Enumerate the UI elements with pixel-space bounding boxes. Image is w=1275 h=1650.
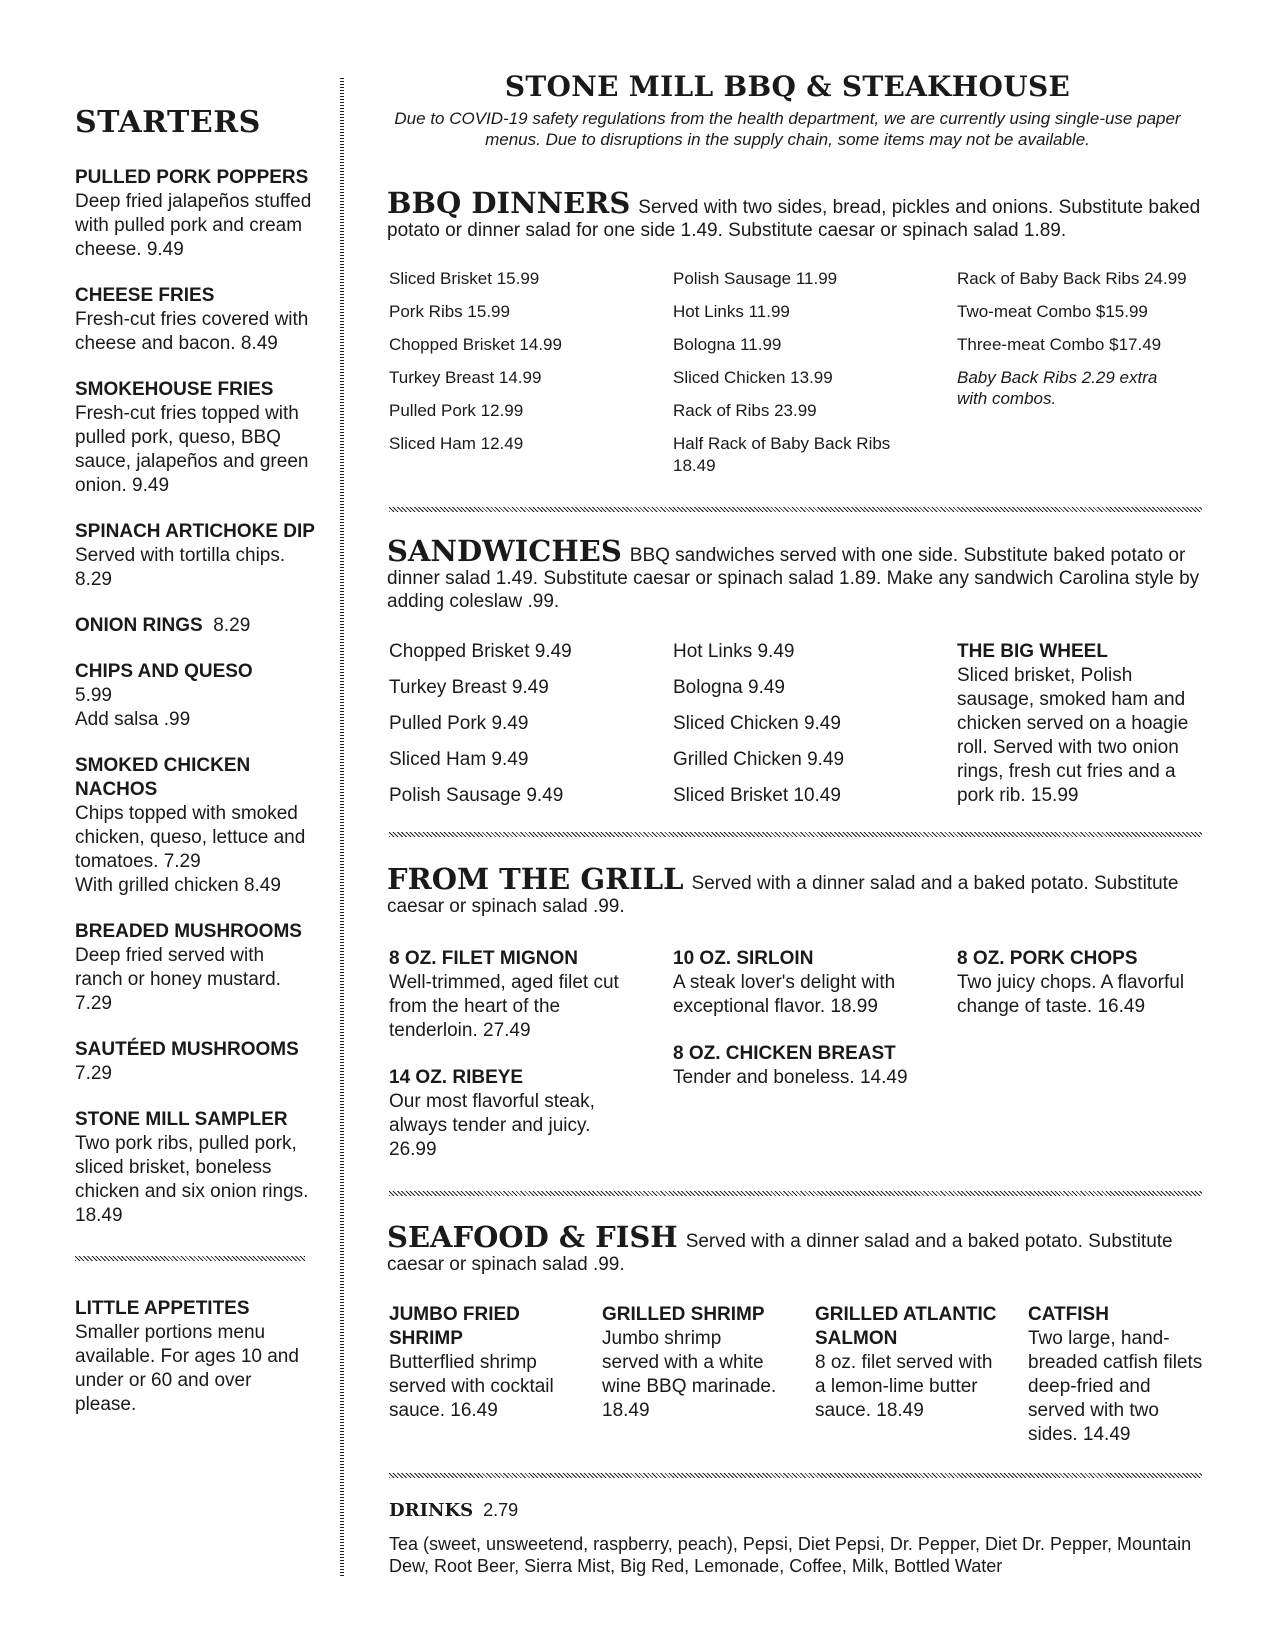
starter-item [75,284,315,356]
menu-item: Sliced Chicken 13.99 [673,368,833,387]
grill-item-name: 10 OZ. SIRLOIN [673,948,814,969]
little-appetites-name: LITTLE APPETITES [75,1298,250,1319]
bbq-dinners-heading: BBQ DINNERS [387,186,631,220]
seafood-item [602,1303,782,1423]
sandwiches-heading: SANDWICHES [387,534,622,568]
starter-item [75,378,315,498]
little-appetites-desc: Smaller portions menu available. For ages 10 and under or 60 and over please. [75,1322,299,1415]
starter-price: 7.29 [75,1063,112,1084]
grill-item [389,947,634,1043]
starter-item [75,754,315,898]
section-divider [389,1191,1202,1196]
starter-name: BREADED MUSHROOMS [75,921,302,942]
menu-item: Polish Sausage 9.49 [389,785,564,806]
menu-item: Grilled Chicken 9.49 [673,749,845,770]
menu-item: Turkey Breast 14.99 [389,368,542,387]
big-wheel-name: THE BIG WHEEL [957,641,1108,662]
menu-item: Sliced Brisket 10.49 [673,785,841,806]
starter-desc: 5.99 [75,685,112,706]
starter-name: ONION RINGS [75,615,203,636]
menu-item: Rack of Baby Back Ribs 24.99 [957,269,1187,288]
starter-desc: Fresh-cut fries covered with cheese and bacon. 8.49 [75,309,309,354]
starter-name: CHEESE FRIES [75,285,215,306]
little-appetites [75,1297,315,1417]
menu-item: Pulled Pork 12.99 [389,401,524,420]
starter-desc: Deep fried served with ranch or honey mustard. 7.29 [75,945,281,1014]
menu-item: Bologna 11.99 [673,335,782,354]
seafood-item-desc: Two large, hand-breaded catfish filets deep-fried and served with two sides. 14.49 [1028,1328,1203,1445]
seafood-item-name: GRILLED ATLANTIC SALMON [815,1304,997,1349]
starter-item [75,1108,315,1228]
starter-desc: Deep fried jalapeños stuffed with pulled pork and cream cheese. 9.49 [75,191,312,260]
seafood-item-desc: Jumbo shrimp served with a white wine BBQ marinade. 18.49 [602,1328,777,1421]
starter-name: STONE MILL SAMPLER [75,1109,288,1130]
starters-divider [75,1256,305,1261]
menu-item: Sliced Brisket 15.99 [389,269,540,288]
menu-item: Bologna 9.49 [673,677,785,698]
grill-header [387,862,1202,918]
grill-item-desc: Well-trimmed, aged filet cut from the heart of the tenderloin. 27.49 [389,972,619,1041]
menu-item: Chopped Brisket 14.99 [389,335,562,354]
starters-heading: STARTERS [75,105,261,140]
starter-desc: Fresh-cut fries topped with pulled pork, queso, BBQ sauce, jalapeños and green onion. 9.49 [75,403,309,496]
seafood-item-name: CATFISH [1028,1304,1109,1325]
menu-item: Pork Ribs 15.99 [389,302,510,321]
starter-item [75,1038,315,1086]
section-divider [389,832,1202,837]
bbq-dinners-header [387,186,1202,242]
sandwiches-note: BBQ sandwiches served with one side. Substitute baked potato or dinner salad 1.49. Substitute caesar or spinach salad 1.89. Make any sandwich Carolina style by adding coleslaw .99. [387,545,1200,612]
starter-desc: Chips topped with smoked chicken, queso, lettuce and tomatoes. 7.29 [75,803,306,872]
grill-item-name: 8 OZ. FILET MIGNON [389,948,578,969]
sandwiches-header [387,534,1202,613]
grill-item-desc: Our most flavorful steak, always tender and juicy. 26.99 [389,1091,595,1160]
starter-desc-extra: With grilled chicken 8.49 [75,875,281,896]
starter-item [75,166,315,262]
starter-item [75,660,315,732]
starter-desc: Two pork ribs, pulled pork, sliced brisket, boneless chicken and six onion rings. 18.49 [75,1133,309,1226]
menu-item: Sliced Chicken 9.49 [673,713,841,734]
drinks-list: Tea (sweet, unsweetend, raspberry, peach), Pepsi, Diet Pepsi, Dr. Pepper, Diet Dr. Pepper, Mountain Dew, Root Beer, Sierra Mist, Big Red, Lemonade, Coffee, Milk, Bottled Water [389,1534,1192,1576]
menu-item: Sliced Ham 9.49 [389,749,529,770]
seafood-item [1028,1303,1203,1447]
starter-item [75,614,315,638]
drinks-label: DRINKS [389,1500,474,1521]
starter-desc-extra: Add salsa .99 [75,709,191,730]
section-divider [389,507,1202,512]
combo-note: Baby Back Ribs 2.29 extra with combos. [957,368,1158,408]
menu-item: Three-meat Combo $17.49 [957,335,1162,354]
bbq-dinners-col1 [389,268,649,466]
seafood-item-desc: 8 oz. filet served with a lemon-lime butter sauce. 18.49 [815,1352,993,1421]
covid-notice: Due to COVID-19 safety regulations from the health department, we are currently using single-use paper menus. Due to disruptions in the supply chain, some items may not be available. [394,109,1181,149]
starter-name: SAUTÉED MUSHROOMS [75,1039,299,1060]
grill-item-desc: Tender and boneless. 14.49 [673,1067,908,1088]
grill-heading: FROM THE GRILL [387,862,684,896]
section-divider [389,1473,1202,1478]
seafood-heading: SEAFOOD & FISH [387,1220,678,1254]
big-wheel-card [957,640,1207,808]
grill-item-desc: A steak lover's delight with exceptional flavor. 18.99 [673,972,896,1017]
seafood-note: Served with a dinner salad and a baked potato. Substitute caesar or spinach salad .99. [387,1231,1173,1275]
column-divider [340,76,344,1576]
seafood-header [387,1220,1202,1276]
bbq-dinners-col3 [957,268,1207,409]
grill-item [389,1066,634,1162]
bbq-dinners-col2 [673,268,933,477]
menu-item: Polish Sausage 11.99 [673,269,838,288]
menu-item: Turkey Breast 9.49 [389,677,549,698]
grill-item [673,947,933,1019]
grill-item-name: 8 OZ. PORK CHOPS [957,948,1138,969]
big-wheel-desc: Sliced brisket, Polish sausage, smoked ham and chicken served on a hoagie roll. Served with two onion rings, fresh cut fries and a pork rib. 15.99 [957,665,1189,806]
drinks-header [389,1500,518,1521]
starter-price: 8.29 [213,615,251,636]
seafood-item [389,1303,569,1423]
starter-name: SPINACH ARTICHOKE DIP [75,521,315,542]
sandwiches-col1 [389,640,649,820]
starter-item [75,920,315,1016]
starter-name: SMOKEHOUSE FRIES [75,379,274,400]
menu-item: Hot Links 9.49 [673,641,795,662]
restaurant-title: STONE MILL BBQ & STEAKHOUSE [504,70,1071,103]
seafood-item-desc: Butterflied shrimp served with cocktail sauce. 16.49 [389,1352,554,1421]
drinks-price: 2.79 [483,1500,519,1520]
bbq-dinners-note: Served with two sides, bread, pickles and onions. Substitute baked potato or dinner salad for one side 1.49. Substitute caesar or spinach salad 1.89. [387,197,1201,241]
grill-item [957,947,1202,1019]
menu-item: Pulled Pork 9.49 [389,713,529,734]
seafood-item [815,1303,1000,1423]
grill-item-desc: Two juicy chops. A flavorful change of taste. 16.49 [957,972,1185,1017]
starter-name: CHIPS AND QUESO [75,661,253,682]
grill-item [673,1042,933,1090]
grill-note: Served with a dinner salad and a baked potato. Substitute caesar or spinach salad .99. [387,873,1179,917]
sandwiches-col2 [673,640,933,820]
grill-item-name: 14 OZ. RIBEYE [389,1067,524,1088]
menu-item: Half Rack of Baby Back Ribs 18.49 [673,434,891,475]
menu-item: Rack of Ribs 23.99 [673,401,817,420]
starter-name: SMOKED CHICKEN NACHOS [75,755,251,800]
menu-item: Hot Links 11.99 [673,302,790,321]
starter-item [75,520,315,592]
starter-name: PULLED PORK POPPERS [75,167,309,188]
starter-desc: Served with tortilla chips. 8.29 [75,545,286,590]
seafood-item-name: JUMBO FRIED SHRIMP [389,1304,520,1349]
starters-column [75,105,315,1439]
menu-item: Sliced Ham 12.49 [389,434,524,453]
seafood-item-name: GRILLED SHRIMP [602,1304,765,1325]
grill-item-name: 8 OZ. CHICKEN BREAST [673,1043,896,1064]
menu-item: Chopped Brisket 9.49 [389,641,572,662]
menu-item: Two-meat Combo $15.99 [957,302,1148,321]
